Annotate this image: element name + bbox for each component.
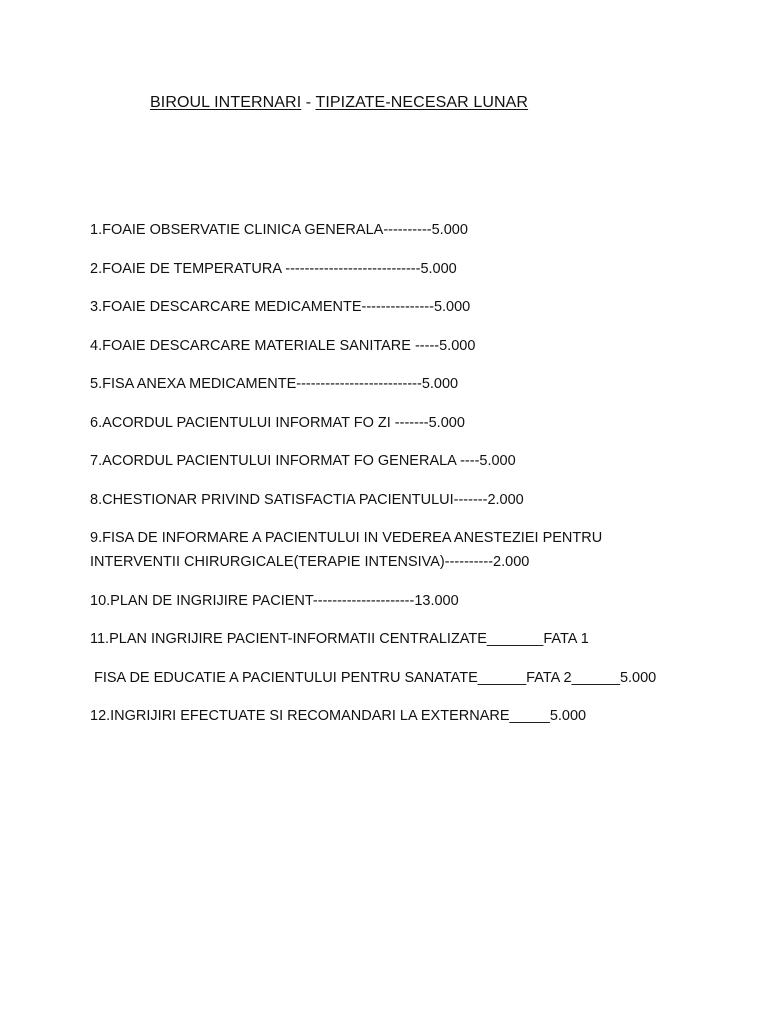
title-separator: -: [301, 94, 316, 111]
list-item-11: 11.PLAN INGRIJIRE PACIENT-INFORMATII CENTRALIZATE_______FATA 1: [90, 631, 589, 647]
list-item-9-line-2: INTERVENTII CHIRURGICALE(TERAPIE INTENSIVA)----------2.000: [90, 554, 530, 570]
list-item-5: 5.FISA ANEXA MEDICAMENTE--------------------------5.000: [90, 376, 459, 392]
list-item-4: 4.FOAIE DESCARCARE MATERIALE SANITARE -----5.000: [90, 337, 476, 354]
list-item-12: 12.INGRIJIRI EFECTUATE SI RECOMANDARI LA EXTERNARE_____5.000: [90, 708, 587, 724]
list-item-7: 7.ACORDUL PACIENTULUI INFORMAT FO GENERALA ----5.000: [90, 453, 516, 469]
list-item-9: [90, 526, 730, 574]
list-item-8: 8.CHESTIONAR PRIVIND SATISFACTIA PACIENTULUI-------2.000: [90, 491, 524, 508]
list-item-2: 2.FOAIE DE TEMPERATURA ----------------------------5.000: [90, 260, 457, 277]
title-part-1: BIROUL INTERNARI: [150, 94, 302, 111]
title-part-2: TIPIZATE-NECESAR LUNAR: [315, 94, 529, 111]
requirements-list: [90, 218, 730, 743]
document-title: [150, 94, 528, 112]
list-item-11-sub: FISA DE EDUCATIE A PACIENTULUI PENTRU SANATATE______FATA 2______5.000: [94, 669, 657, 686]
list-item-3: 3.FOAIE DESCARCARE MEDICAMENTE---------------5.000: [90, 299, 471, 315]
list-item-6: 6.ACORDUL PACIENTULUI INFORMAT FO ZI -------5.000: [90, 414, 465, 431]
list-item-10: 10.PLAN DE INGRIJIRE PACIENT---------------------13.000: [90, 592, 459, 609]
list-item-9-line-1: 9.FISA DE INFORMARE A PACIENTULUI IN VEDEREA ANESTEZIEI PENTRU: [90, 530, 603, 546]
list-item-1: 1.FOAIE OBSERVATIE CLINICA GENERALA----------5.000: [90, 222, 468, 238]
